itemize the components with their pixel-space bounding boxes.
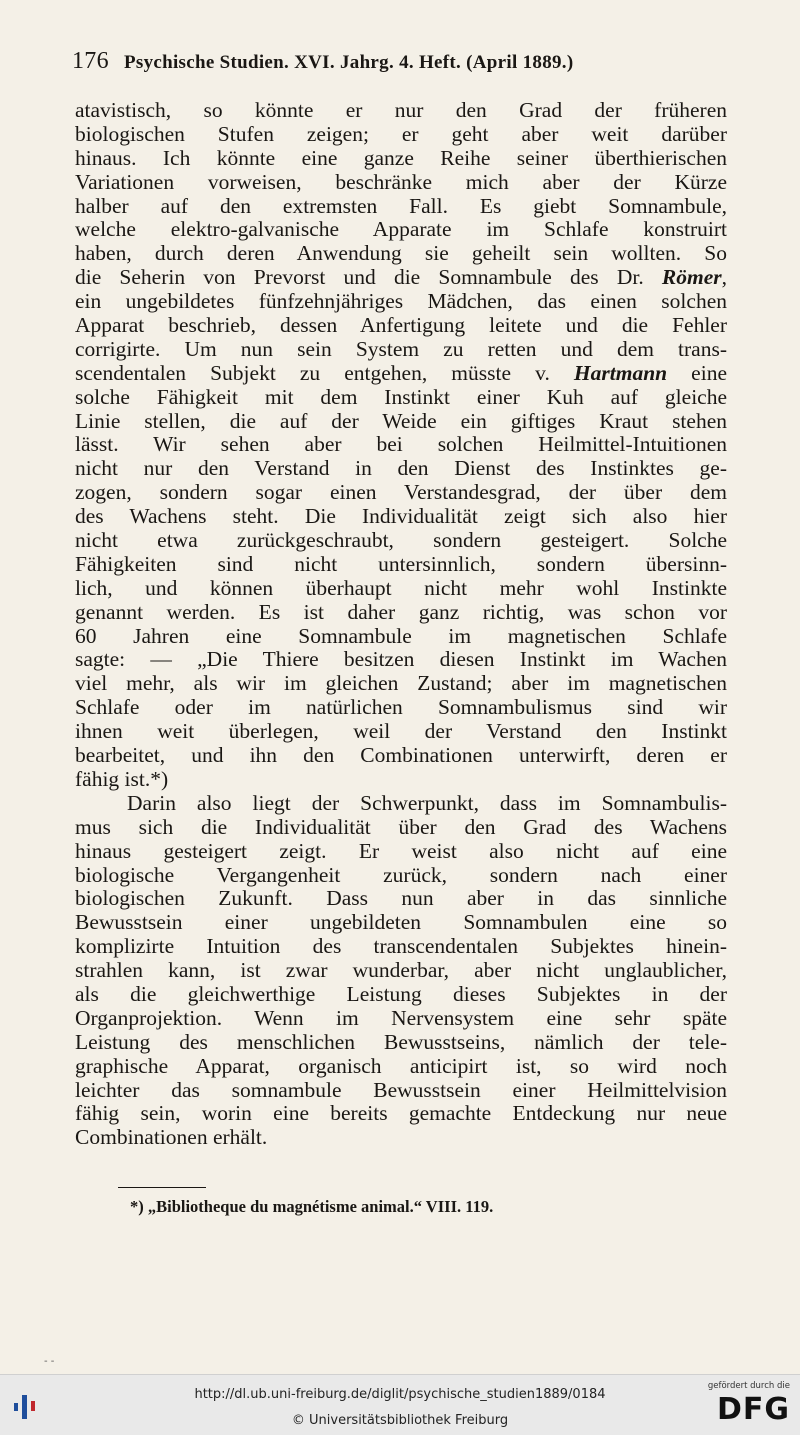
footnote-rule xyxy=(118,1187,206,1188)
footnote: *) „Bibliotheque du magnétisme animal.“ VIII. 119. xyxy=(130,1197,494,1216)
text-line: lässt. Wir sehen aber bei solchen Heilmittel-Intuitionen xyxy=(75,432,727,457)
dfg-funding-label: gefördert durch die xyxy=(707,1381,790,1391)
text-line: sagte: — „Die Thiere besitzen diesen Instinkt im Wachen xyxy=(75,647,727,672)
dfg-logo xyxy=(700,1381,790,1431)
text-line: Apparat beschrieb, dessen Anfertigung leitete und die Fehler xyxy=(75,313,727,338)
text-line: leichter das somnambule Bewusstsein einer Heilmittelvision xyxy=(75,1077,727,1102)
text-line: biologischen Zukunft. Dass nun aber in das sinnliche xyxy=(75,886,727,911)
source-url[interactable]: http://dl.ub.uni-freiburg.de/diglit/psychische_studien1889/0184 xyxy=(194,1387,606,1402)
text-line: solche Fähigkeit mit dem Instinkt einer Kuh auf gleiche xyxy=(75,384,727,409)
text-line: strahlen kann, ist zwar wunderbar, aber nicht unglaublicher, xyxy=(75,958,727,983)
margin-mark: - - xyxy=(44,1356,55,1367)
italic-name: Hartmann xyxy=(573,360,668,385)
text-line: Leistung des menschlichen Bewusstseins, nämlich der tele- xyxy=(75,1029,727,1054)
text-line: lich, und können überhaupt nicht mehr wohl Instinkte xyxy=(75,575,727,600)
text-line: fähig ist.*) xyxy=(75,766,169,791)
running-header xyxy=(72,48,732,75)
text-line: corrigirte. Um nun sein System zu retten und dem trans- xyxy=(75,336,727,361)
text-line: Combinationen erhält. xyxy=(75,1125,268,1150)
text-line: biologischen Stufen zeigen; er geht aber weit darüber xyxy=(75,121,727,146)
text-line: haben, durch deren Anwendung sie geheilt sein wollten. So xyxy=(75,241,727,266)
text-line: ein ungebildetes fünfzehnjähriges Mädchen, das einen solchen xyxy=(75,289,727,314)
text-line: zogen, sondern sogar einen Verstandesgrad, der über dem xyxy=(75,480,727,505)
page-number: 176 xyxy=(72,48,109,74)
text-line: bearbeitet, und ihn den Combinationen unterwirft, deren er xyxy=(75,743,727,768)
text-line: genannt werden. Es ist daher ganz richtig, was schon vor xyxy=(75,599,727,624)
text-line: nicht etwa zurückgeschraubt, sondern gesteigert. Solche xyxy=(75,528,727,553)
text-line: komplizirte Intuition des transcendentalen Subjektes hinein- xyxy=(75,934,727,959)
text-line: Linie stellen, die auf der Weide ein giftiges Kraut stehen xyxy=(75,408,727,433)
text-line: hinaus gesteigert zeigt. Er weist also nicht auf eine xyxy=(75,838,727,863)
text-line: atavistisch, so könnte er nur den Grad der früheren xyxy=(75,98,727,122)
text-line: viel mehr, als wir im gleichen Zustand; aber im magnetischen xyxy=(75,671,727,696)
viewer-footer-bar xyxy=(0,1374,800,1435)
running-title: Psychische Studien. XVI. Jahrg. 4. Heft. (April 1889.) xyxy=(123,52,574,73)
text-line: Bewusstsein einer ungebildeten Somnambulen eine so xyxy=(75,910,727,935)
text-line: scendentalen Subjekt zu entgehen, müsste v. Hartmann eine xyxy=(75,360,727,385)
text-line: 60 Jahren eine Somnambule im magnetischen Schlafe xyxy=(75,623,727,648)
body-text xyxy=(75,99,727,1150)
text-line: mus sich die Individualität über den Grad des Wachens xyxy=(75,814,727,839)
text-line: fähig sein, worin eine bereits gemachte Entdeckung nur neue xyxy=(75,1101,727,1126)
italic-name: Römer xyxy=(661,265,722,290)
text-line: welche elektro-galvanische Apparate im Schlafe konstruirt xyxy=(75,217,727,242)
text-line: Schlafe oder im natürlichen Somnambulismus sind wir xyxy=(75,695,727,720)
dfg-wordmark: DFG xyxy=(716,1392,790,1427)
text-line: des Wachens steht. Die Individualität zeigt sich also hier xyxy=(75,504,727,529)
text-line: als die gleichwerthige Leistung dieses Subjektes in der xyxy=(75,981,727,1006)
text-line: ihnen weit überlegen, weil der Verstand den Instinkt xyxy=(75,719,727,744)
text-line: halber auf den extremsten Fall. Es giebt Somnambule, xyxy=(75,193,727,218)
text-line: biologische Vergangenheit zurück, sondern nach einer xyxy=(75,862,727,887)
text-line: graphische Apparat, organisch anticipirt ist, so wird noch xyxy=(75,1053,727,1078)
text-line: nicht nur den Verstand in den Dienst des Instinktes ge- xyxy=(75,456,727,481)
text-line: Fähigkeiten sind nicht untersinnlich, sondern übersinn- xyxy=(75,551,727,576)
text-line: die Seherin von Prevorst und die Somnambule des Dr. Römer, xyxy=(75,265,727,290)
copyright-notice: © Universitätsbibliothek Freiburg xyxy=(291,1413,509,1428)
text-line: Organprojektion. Wenn im Nervensystem eine sehr späte xyxy=(75,1005,727,1030)
text-line: Darin also liegt der Schwerpunkt, dass im Somnambulis- xyxy=(127,790,727,815)
text-line: Variationen vorweisen, beschränke mich aber der Kürze xyxy=(75,169,727,194)
text-line: hinaus. Ich könnte eine ganze Reihe seiner überthierischen xyxy=(75,145,727,170)
